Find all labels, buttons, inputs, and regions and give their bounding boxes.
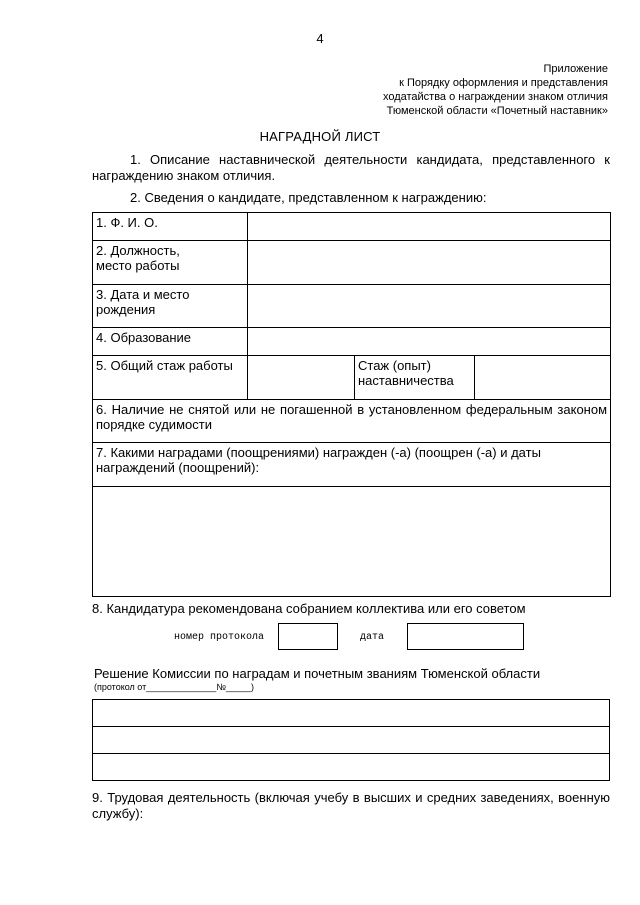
document-title: НАГРАДНОЙ ЛИСТ — [259, 129, 381, 144]
candidate-info-table — [92, 212, 611, 597]
commission-decision-table — [92, 699, 610, 781]
birth-label: 3. Дата и место рождения — [93, 285, 248, 328]
decision-row-field[interactable] — [93, 754, 610, 781]
mentor-experience-field[interactable] — [475, 356, 611, 400]
date-label: дата — [360, 632, 385, 643]
commission-protocol-line: (протокол от______________№_____) — [94, 682, 254, 692]
position-field[interactable] — [248, 241, 611, 285]
appendix-line: Тюменской области «Почетный наставник» — [386, 105, 608, 117]
position-label: 2. Должность, место работы — [93, 241, 248, 285]
education-field[interactable] — [248, 328, 611, 356]
section-9-text: 9. Трудовая деятельность (включая учебу в высших и средних заведениях, военную службу): — [92, 790, 610, 821]
decision-row-field[interactable] — [93, 700, 610, 727]
section-1-text: 1. Описание наставнической деятельности кандидата, представленного к награждению знаком отличия. — [92, 152, 610, 183]
awards-field[interactable] — [93, 487, 611, 597]
section-8-text: 8. Кандидатура рекомендована собранием коллектива или его советом — [92, 601, 526, 616]
appendix-note — [288, 62, 608, 118]
protocol-number-field[interactable] — [278, 623, 338, 650]
fio-label: 1. Ф. И. О. — [93, 213, 248, 241]
page-number: 4 — [316, 31, 324, 46]
section-2-text: 2. Сведения о кандидате, представленном к награждению: — [130, 190, 487, 205]
appendix-line: ходатайства о награждении знаком отличия — [382, 91, 608, 103]
mentor-experience-label: Стаж (опыт) наставничества — [355, 356, 475, 400]
protocol-number-label: номер протокола — [174, 632, 265, 643]
appendix-line: Приложение — [543, 63, 608, 75]
date-field[interactable] — [407, 623, 524, 650]
appendix-line: к Порядку оформления и представления — [399, 77, 608, 89]
birth-field[interactable] — [248, 285, 611, 328]
experience-label: 5. Общий стаж работы — [93, 356, 248, 400]
fio-field[interactable] — [248, 213, 611, 241]
education-label: 4. Образование — [93, 328, 248, 356]
decision-row-field[interactable] — [93, 727, 610, 754]
awards-label: 7. Какими наградами (поощрениями) награжден (-а) (поощрен (-а) и даты награждений (поощрений): — [93, 443, 611, 487]
criminal-record-label: 6. Наличие не снятой или не погашенной в установленном федеральным законом порядке судимости — [93, 400, 611, 443]
commission-decision-text: Решение Комиссии по наградам и почетным званиям Тюменской области — [94, 666, 541, 681]
experience-field[interactable] — [248, 356, 355, 400]
